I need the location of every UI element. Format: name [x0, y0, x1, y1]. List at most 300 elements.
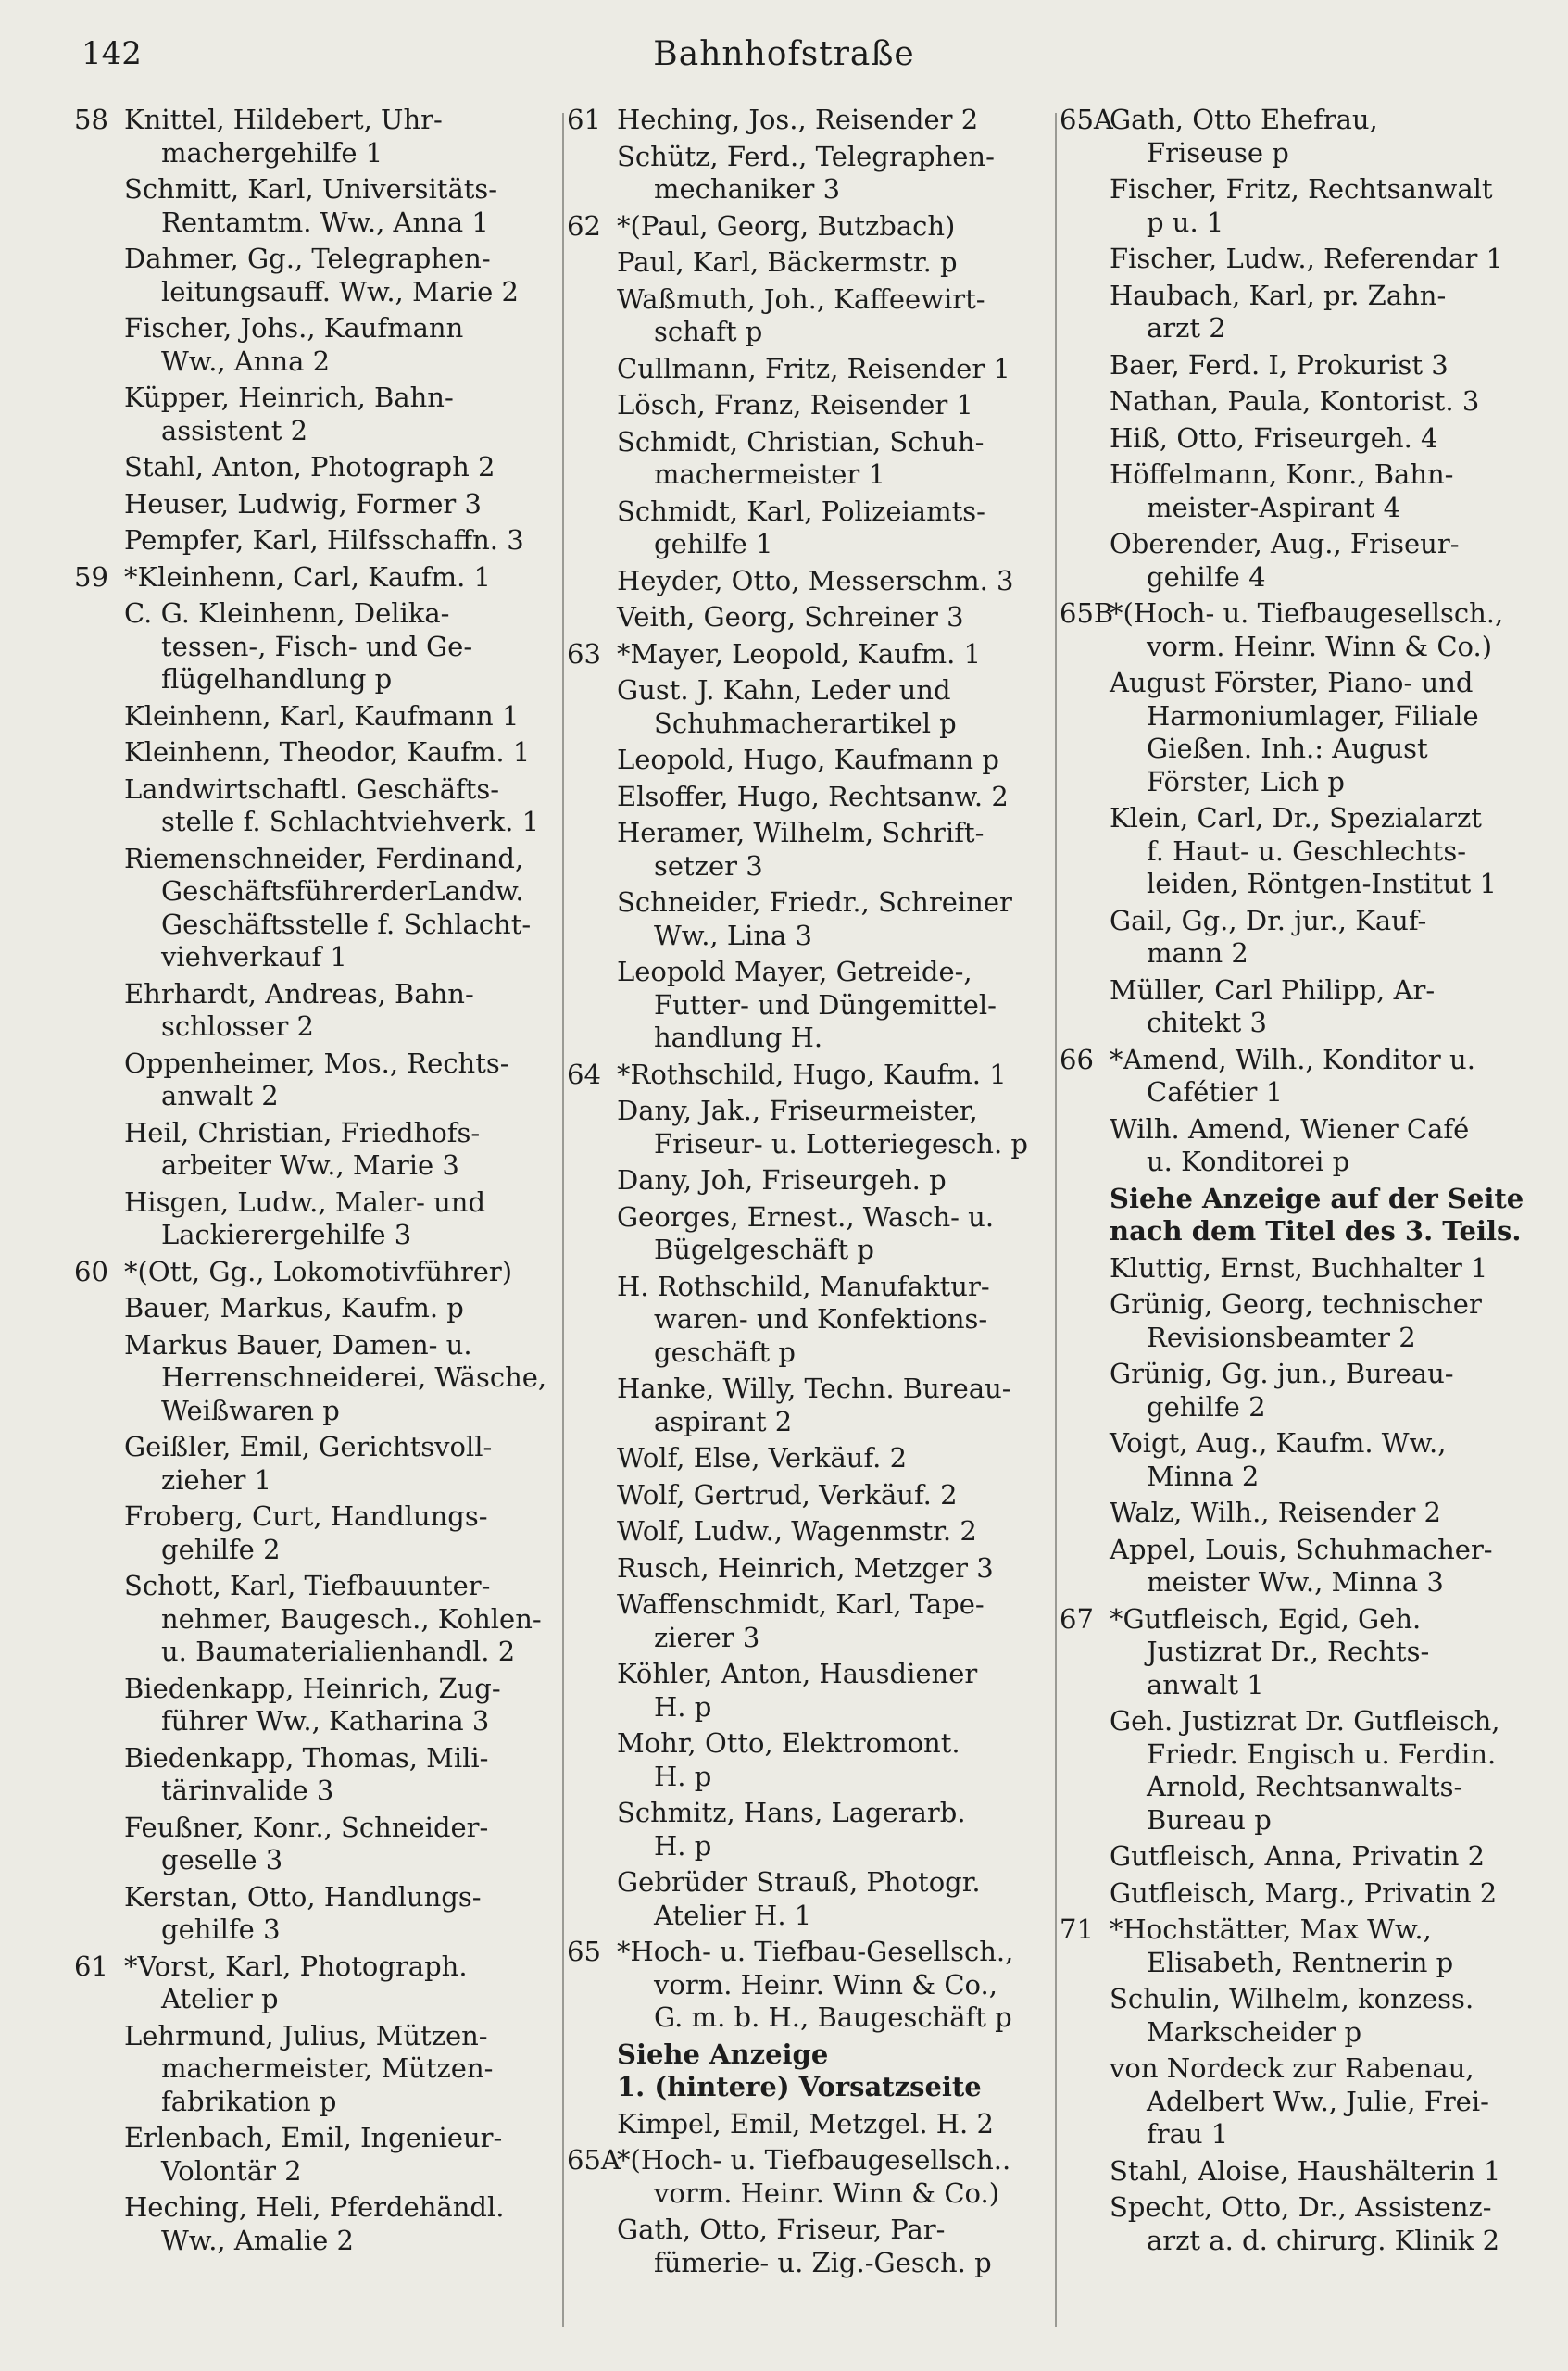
entry-line: Markus Bauer, Damen- u. — [124, 1328, 472, 1361]
entry-line: chitekt 3 — [1147, 1007, 1267, 1038]
entry-text — [124, 1186, 560, 1252]
entry-line: Volontär 2 — [161, 2154, 302, 2187]
entry-line: u. Konditorei p — [1147, 1146, 1350, 1177]
entry-line: von Nordeck zur Rabenau, — [1110, 2052, 1474, 2084]
entry-text — [1110, 280, 1546, 345]
entry-text — [124, 1256, 560, 1289]
columns-container — [74, 104, 1537, 2345]
entry-line: schaft p — [654, 316, 763, 347]
entry-line: *(Paul, Georg, Butzbach) — [617, 209, 956, 242]
house-number: 62 — [567, 209, 601, 242]
entry-text — [617, 2144, 1053, 2210]
directory-entry — [1060, 2191, 1546, 2257]
entry-line: Gebrüder Strauß, Photogr. — [617, 1866, 981, 1898]
directory-entry — [1060, 458, 1546, 524]
entry-text — [124, 736, 560, 770]
directory-entry — [74, 1117, 560, 1183]
directory-entry — [74, 312, 560, 378]
entry-line: Atelier H. 1 — [654, 1899, 812, 1931]
directory-entry — [1060, 1705, 1546, 1837]
entry-text — [124, 1048, 560, 1113]
entry-line: *Mayer, Leopold, Kaufm. 1 — [617, 637, 982, 670]
entry-line: Biedenkapp, Heinrich, Zug- — [124, 1672, 501, 1704]
entry-line: August Förster, Piano- und — [1110, 667, 1474, 698]
directory-entry — [567, 246, 1053, 280]
entry-line: Schuhmacherartikel p — [654, 707, 957, 739]
directory-entry — [1060, 1877, 1546, 1911]
directory-entry — [74, 2191, 560, 2257]
entry-text — [124, 700, 560, 734]
entry-line: Gath, Otto Ehefrau, — [1110, 104, 1378, 135]
directory-entry — [567, 1797, 1053, 1863]
page-number: 142 — [82, 35, 142, 72]
entry-line: vorm. Heinr. Winn & Co.) — [1147, 630, 1493, 662]
entry-text — [617, 353, 1053, 386]
entry-line: viehverkauf 1 — [161, 941, 347, 972]
entry-text — [124, 2122, 560, 2188]
entry-text — [124, 1570, 560, 1669]
entry-text — [124, 173, 560, 239]
directory-entry — [1060, 1288, 1546, 1354]
directory-entry — [567, 1059, 1053, 1092]
entry-text — [617, 817, 1053, 883]
entry-text — [124, 312, 560, 378]
directory-entry — [567, 638, 1053, 671]
entry-line: Nathan, Paula, Kontorist. 3 — [1110, 385, 1480, 417]
directory-entry — [74, 1256, 560, 1289]
entry-line: Kerstan, Otto, Handlungs- — [124, 1880, 482, 1913]
entry-text — [617, 744, 1053, 777]
entry-text — [1110, 1497, 1546, 1530]
directory-entry — [567, 886, 1053, 952]
entry-line: Arnold, Rechtsanwalts- — [1147, 1771, 1463, 1802]
directory-entry — [1060, 1183, 1546, 1248]
entry-text — [1110, 2155, 1546, 2189]
entry-text — [617, 1442, 1053, 1475]
directory-entry — [1060, 1252, 1546, 1286]
directory-entry — [1060, 802, 1546, 901]
directory-entry — [1060, 243, 1546, 276]
entry-line: *Vorst, Karl, Photograph. — [124, 1950, 468, 1982]
entry-line: Bureau p — [1147, 1803, 1272, 1836]
entry-line: *Kleinhenn, Carl, Kaufm. 1 — [124, 560, 491, 593]
entry-text — [1110, 458, 1546, 524]
directory-entry — [1060, 1497, 1546, 1530]
directory-entry — [74, 561, 560, 595]
entry-line: Heyder, Otto, Messerschm. 3 — [617, 564, 1014, 596]
directory-entry — [74, 700, 560, 734]
entry-text — [617, 1271, 1053, 1370]
entry-line: Grünig, Georg, technischer — [1110, 1288, 1482, 1320]
entry-line: Markscheider p — [1147, 2015, 1362, 2048]
directory-entry — [74, 773, 560, 839]
entry-text — [617, 1658, 1053, 1724]
entry-line: Lehrmund, Julius, Mützen- — [124, 2019, 488, 2051]
directory-entry — [74, 978, 560, 1044]
directory-entry — [567, 2144, 1053, 2210]
entry-line: Stahl, Aloise, Haushälterin 1 — [1110, 2154, 1501, 2187]
directory-entry — [74, 104, 560, 169]
entry-line: 1. (hintere) Vorsatzseite — [617, 2071, 982, 2102]
directory-entry — [74, 1812, 560, 1877]
directory-entry — [567, 1373, 1053, 1438]
entry-line: Cullmann, Fritz, Reisender 1 — [617, 352, 1010, 384]
directory-entry — [74, 1673, 560, 1738]
entry-line: zieher 1 — [161, 1463, 272, 1496]
directory-entry — [567, 1479, 1053, 1512]
entry-text — [1110, 1913, 1546, 1979]
entry-text — [617, 283, 1053, 349]
entry-line: Schott, Karl, Tiefbauunter- — [124, 1570, 491, 1601]
entry-text — [1110, 1113, 1546, 1179]
house-number: 64 — [567, 1058, 601, 1090]
directory-entry — [567, 1936, 1053, 2035]
column-divider — [1055, 113, 1057, 2327]
directory-entry — [567, 1095, 1053, 1160]
entry-line: *Rothschild, Hugo, Kaufm. 1 — [617, 1058, 1007, 1090]
entry-line: schlosser 2 — [161, 1010, 314, 1042]
entry-line: H. p — [654, 1829, 712, 1862]
entry-line: Knittel, Hildebert, Uhr- — [124, 104, 443, 135]
entry-text — [124, 2191, 560, 2257]
directory-entry — [74, 243, 560, 308]
directory-entry — [1060, 1113, 1546, 1179]
entry-line: Bügelgeschäft p — [654, 1234, 874, 1265]
directory-entry — [567, 1727, 1053, 1793]
entry-line: Kleinhenn, Karl, Kaufmann 1 — [124, 699, 520, 732]
entry-line: *Amend, Wilh., Konditor u. — [1110, 1043, 1475, 1075]
entry-line: Pempfer, Karl, Hilfsschaffn. 3 — [124, 524, 524, 556]
entry-line: Geh. Justizrat Dr. Gutfleisch, — [1110, 1705, 1500, 1737]
entry-text — [1110, 905, 1546, 971]
entry-text — [124, 1881, 560, 1947]
house-number: 60 — [74, 1255, 108, 1287]
entry-line: meister-Aspirant 4 — [1147, 491, 1401, 523]
entry-line: Feußner, Konr., Schneider- — [124, 1811, 489, 1843]
entry-line: Mohr, Otto, Elektromont. — [617, 1727, 960, 1759]
entry-line: fabrikation p — [161, 2085, 337, 2117]
directory-entry — [567, 353, 1053, 386]
entry-text — [617, 1095, 1053, 1160]
entry-text — [617, 1797, 1053, 1863]
entry-text — [617, 1164, 1053, 1198]
entry-line: Walz, Wilh., Reisender 2 — [1110, 1497, 1441, 1528]
entry-line: arzt a. d. chirurg. Klinik 2 — [1147, 2224, 1500, 2256]
entry-line: tessen-, Fisch- und Ge- — [161, 630, 473, 662]
entry-line: Veith, Georg, Schreiner 3 — [617, 601, 964, 633]
entry-text — [124, 1742, 560, 1808]
house-number: 59 — [74, 560, 108, 593]
entry-line: Dahmer, Gg., Telegraphen- — [124, 243, 491, 274]
directory-entry — [74, 1431, 560, 1497]
directory-entry — [1060, 1603, 1546, 1702]
directory-entry — [74, 1500, 560, 1566]
entry-line: u. Baumaterialienhandl. 2 — [161, 1636, 516, 1667]
directory-entry — [567, 1552, 1053, 1586]
house-number: 63 — [567, 637, 601, 670]
directory-entry — [1060, 104, 1546, 169]
entry-line: Ww., Anna 2 — [161, 345, 331, 377]
directory-entry — [567, 817, 1053, 883]
entry-line: Gutfleisch, Anna, Privatin 2 — [1110, 1840, 1486, 1872]
directory-entry — [74, 597, 560, 696]
entry-line: Ehrhardt, Andreas, Bahn- — [124, 977, 474, 1010]
entry-line: leitungsauff. Ww., Marie 2 — [161, 275, 519, 307]
page-header — [0, 28, 1568, 93]
directory-entry — [74, 173, 560, 239]
entry-line: Elisabeth, Rentnerin p — [1147, 1946, 1454, 1978]
entry-text — [617, 496, 1053, 561]
entry-line: gehilfe 3 — [161, 1913, 281, 1945]
directory-entry — [74, 2020, 560, 2119]
entry-line: Schulin, Wilhelm, konzess. — [1110, 1983, 1474, 2014]
entry-line: Specht, Otto, Dr., Assistenz- — [1110, 2191, 1492, 2223]
entry-text — [124, 843, 560, 974]
entry-line: Friseuse p — [1147, 136, 1289, 169]
entry-text — [1110, 2052, 1546, 2151]
directory-entry — [567, 1164, 1053, 1198]
directory-entry — [567, 1866, 1053, 1932]
entry-line: Rusch, Heinrich, Metzger 3 — [617, 1551, 994, 1584]
entry-line: GeschäftsführerderLandw. — [161, 875, 524, 907]
entry-line: Wilh. Amend, Wiener Café — [1110, 1112, 1470, 1145]
entry-line: nehmer, Baugesch., Kohlen- — [161, 1602, 542, 1635]
entry-text — [1110, 1288, 1546, 1354]
entry-line: Schmitt, Karl, Universitäts- — [124, 173, 498, 205]
entry-line: Oppenheimer, Mos., Rechts- — [124, 1047, 509, 1079]
entry-line: Dany, Jak., Friseurmeister, — [617, 1095, 978, 1126]
entry-line: Schneider, Friedr., Schreiner — [617, 886, 1012, 918]
directory-entry — [567, 1201, 1053, 1267]
entry-text — [1110, 1877, 1546, 1911]
house-number: 66 — [1060, 1043, 1094, 1075]
entry-text — [124, 1812, 560, 1877]
directory-entry — [567, 283, 1053, 349]
column-1 — [74, 104, 560, 2345]
entry-text — [1110, 1840, 1546, 1874]
entry-line: Geschäftsstelle f. Schlacht- — [161, 908, 532, 940]
house-number: 67 — [1060, 1602, 1094, 1635]
entry-line: Fischer, Ludw., Referendar 1 — [1110, 243, 1503, 274]
entry-line: Waßmuth, Joh., Kaffeewirt- — [617, 282, 985, 315]
entry-line: Heching, Heli, Pferdehändl. — [124, 2191, 505, 2223]
entry-line: Weißwaren p — [161, 1394, 340, 1426]
advertisement-notice — [1110, 1183, 1546, 1248]
directory-entry — [1060, 349, 1546, 383]
entry-line: zierer 3 — [654, 1621, 760, 1653]
directory-entry — [567, 744, 1053, 777]
entry-text — [124, 978, 560, 1044]
entry-text — [617, 886, 1053, 952]
directory-entry — [74, 736, 560, 770]
directory-entry — [1060, 1983, 1546, 2049]
entry-line: H. p — [654, 1690, 712, 1723]
entry-text — [124, 1951, 560, 2016]
entry-text — [1110, 243, 1546, 276]
entry-line: Geißler, Emil, Gerichtsvoll- — [124, 1431, 493, 1462]
directory-entry — [1060, 280, 1546, 345]
entry-line: Leopold, Hugo, Kaufmann p — [617, 744, 999, 775]
entry-text — [1110, 1252, 1546, 1286]
entry-line: nach dem Titel des 3. Teils. — [1110, 1215, 1522, 1247]
entry-text — [1110, 173, 1546, 239]
house-number: 61 — [74, 1950, 108, 1982]
directory-entry — [567, 781, 1053, 814]
entry-line: Baer, Ferd. I, Prokurist 3 — [1110, 348, 1449, 381]
entry-line: arbeiter Ww., Marie 3 — [161, 1149, 459, 1181]
entry-line: frau 1 — [1147, 2118, 1229, 2150]
directory-entry — [567, 956, 1053, 1055]
directory-entry — [567, 210, 1053, 244]
entry-text — [617, 1727, 1053, 1793]
entry-line: aspirant 2 — [654, 1405, 793, 1437]
entry-text — [617, 2108, 1053, 2141]
entry-line: *(Hoch- u. Tiefbaugesellsch.. — [617, 2144, 1011, 2176]
entry-line: vorm. Heinr. Winn & Co.) — [654, 2177, 1000, 2209]
directory-entry — [1060, 905, 1546, 971]
entry-line: Heuser, Ludwig, Former 3 — [124, 487, 482, 520]
entry-text — [617, 426, 1053, 492]
entry-line: H. Rothschild, Manufaktur- — [617, 1270, 990, 1302]
entry-line: Heil, Christian, Friedhofs- — [124, 1116, 481, 1148]
entry-line: Hanke, Willy, Techn. Bureau- — [617, 1373, 1011, 1404]
entry-text — [617, 1059, 1053, 1092]
entry-line: handlung H. — [654, 1022, 823, 1053]
entry-line: flügelhandlung p — [161, 663, 393, 695]
directory-entry — [74, 1329, 560, 1428]
entry-line: Heramer, Wilhelm, Schrift- — [617, 817, 985, 848]
entry-line: geselle 3 — [161, 1844, 283, 1875]
directory-entry — [567, 2108, 1053, 2141]
entry-line: geschäft p — [654, 1336, 796, 1368]
entry-text — [617, 601, 1053, 634]
entry-line: stelle f. Schlachtviehverk. 1 — [161, 806, 540, 837]
directory-entry — [1060, 1427, 1546, 1493]
entry-line: machermeister 1 — [654, 458, 885, 490]
entry-line: Förster, Lich p — [1147, 765, 1345, 797]
entry-text — [124, 2020, 560, 2119]
entry-line: Küpper, Heinrich, Bahn- — [124, 382, 454, 413]
directory-entry — [74, 1292, 560, 1325]
entry-text — [1110, 104, 1546, 169]
entry-line: tärinvalide 3 — [161, 1775, 334, 1806]
entry-text — [617, 674, 1053, 740]
house-number: 65A — [567, 2144, 621, 2176]
directory-entry — [74, 2122, 560, 2188]
directory-entry — [567, 496, 1053, 561]
entry-line: Höffelmann, Konr., Bahn- — [1110, 458, 1454, 490]
directory-entry — [567, 1658, 1053, 1724]
entry-text — [1110, 2191, 1546, 2257]
directory-entry — [74, 524, 560, 558]
entry-line: H. p — [654, 1760, 712, 1792]
directory-entry — [567, 1515, 1053, 1549]
directory-entry — [1060, 1913, 1546, 1979]
entry-text — [617, 565, 1053, 598]
entry-line: Wolf, Ludw., Wagenmstr. 2 — [617, 1515, 977, 1547]
entry-line: gehilfe 4 — [1147, 560, 1266, 593]
entry-line: C. G. Kleinhenn, Delika- — [124, 597, 450, 629]
entry-line: gehilfe 2 — [1147, 1390, 1266, 1423]
entry-text — [124, 451, 560, 484]
entry-line: Siehe Anzeige auf der Seite — [1110, 1182, 1524, 1214]
entry-text — [617, 210, 1053, 244]
house-number: 65B — [1060, 597, 1114, 629]
entry-line: Dany, Joh, Friseurgeh. p — [617, 1164, 947, 1196]
directory-entry — [1060, 1358, 1546, 1424]
entry-text — [1110, 385, 1546, 419]
entry-line: Siehe Anzeige — [617, 2038, 829, 2070]
directory-entry — [1060, 528, 1546, 594]
directory-entry — [567, 141, 1053, 207]
entry-line: Grünig, Gg. jun., Bureau- — [1110, 1358, 1454, 1389]
entry-line: Gießen. Inh.: August — [1147, 733, 1428, 764]
directory-entry — [74, 451, 560, 484]
entry-line: *(Ott, Gg., Lokomotivführer) — [124, 1255, 513, 1287]
entry-line: Gust. J. Kahn, Leder und — [617, 674, 951, 706]
entry-line: anwalt 1 — [1147, 1668, 1264, 1700]
entry-text — [124, 561, 560, 595]
entry-text — [617, 781, 1053, 814]
entry-text — [124, 1673, 560, 1738]
column-divider — [562, 113, 564, 2327]
entry-text — [124, 104, 560, 169]
entry-line: Gath, Otto, Friseur, Par- — [617, 2214, 946, 2245]
entry-line: mechaniker 3 — [654, 173, 841, 205]
entry-line: Appel, Louis, Schuhmacher- — [1110, 1533, 1493, 1565]
entry-line: Adelbert Ww., Julie, Frei- — [1147, 2085, 1489, 2117]
entry-text — [1110, 1603, 1546, 1702]
directory-entry — [1060, 385, 1546, 419]
directory-entry — [567, 601, 1053, 634]
entry-line: Froberg, Curt, Handlungs- — [124, 1500, 488, 1532]
running-title: Bahnhofstraße — [653, 35, 915, 73]
entry-line: Gail, Gg., Dr. jur., Kauf- — [1110, 904, 1427, 936]
entry-text — [617, 956, 1053, 1055]
entry-line: Ww., Amalie 2 — [161, 2224, 354, 2256]
directory-entry — [1060, 1840, 1546, 1874]
entry-line: Cafétier 1 — [1147, 1076, 1283, 1108]
house-number: 65 — [567, 1936, 601, 1967]
entry-text — [124, 1500, 560, 1566]
entry-text — [1110, 528, 1546, 594]
entry-line: gehilfe 1 — [654, 528, 773, 559]
directory-entry — [1060, 974, 1546, 1040]
entry-line: Stahl, Anton, Photograph 2 — [124, 451, 495, 483]
entry-line: Lackierergehilfe 3 — [161, 1219, 412, 1250]
entry-line: Lösch, Franz, Reisender 1 — [617, 389, 973, 420]
entry-text — [1110, 349, 1546, 383]
entry-line: Hiß, Otto, Friseurgeh. 4 — [1110, 421, 1438, 454]
entry-text — [1110, 667, 1546, 798]
entry-text — [124, 1329, 560, 1428]
directory-entry — [567, 2214, 1053, 2279]
entry-line: Justizrat Dr., Rechts- — [1147, 1636, 1430, 1667]
entry-line: Biedenkapp, Thomas, Mili- — [124, 1741, 489, 1774]
entry-line: Ww., Lina 3 — [654, 919, 813, 951]
entry-line: Voigt, Aug., Kaufm. Ww., — [1110, 1427, 1447, 1459]
entry-text — [124, 488, 560, 521]
entry-text — [617, 1936, 1053, 2035]
entry-line: Hisgen, Ludw., Maler- und — [124, 1186, 486, 1218]
directory-entry — [74, 488, 560, 521]
entry-text — [617, 104, 1053, 137]
entry-text — [617, 1866, 1053, 1932]
entry-line: *(Hoch- u. Tiefbaugesellsch., — [1110, 597, 1504, 629]
entry-line: fümerie- u. Zig.-Gesch. p — [654, 2246, 992, 2278]
directory-entry — [1060, 2052, 1546, 2151]
entry-line: Gutfleisch, Marg., Privatin 2 — [1110, 1876, 1498, 1909]
